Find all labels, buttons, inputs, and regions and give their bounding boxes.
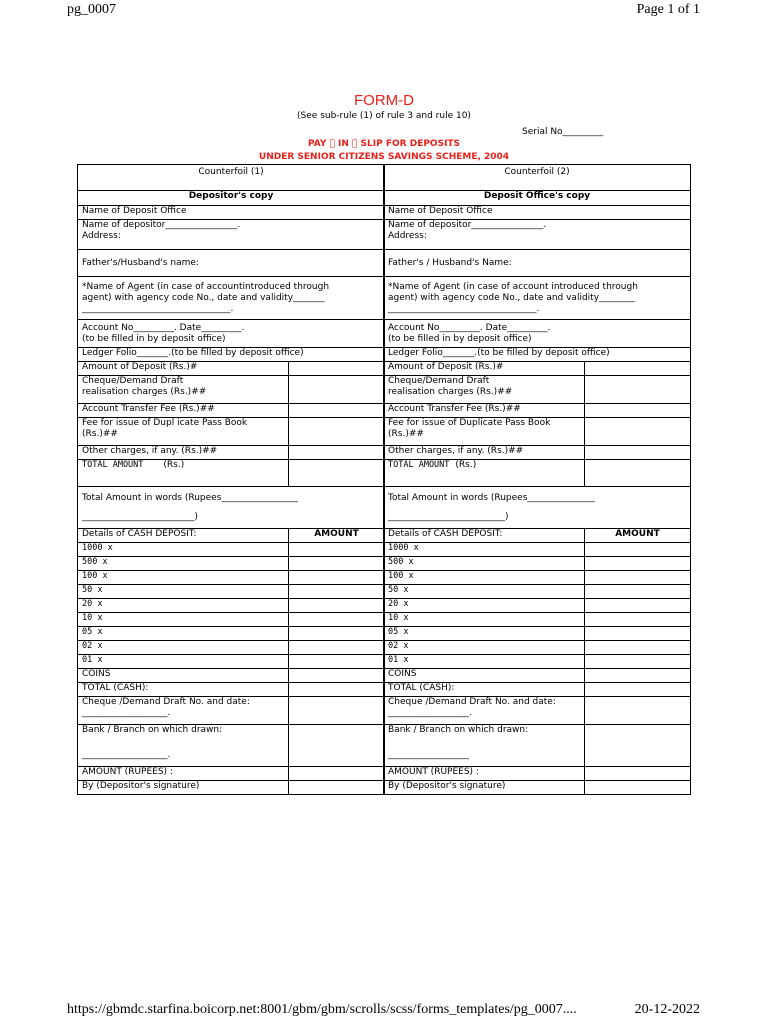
amount-value-cell <box>289 362 385 376</box>
cheque-no-row <box>78 697 289 725</box>
amount-value-cell <box>289 404 385 418</box>
words-line-2: _________________________) <box>82 511 199 522</box>
amount-rupees-row: AMOUNT (RUPEES) : <box>384 767 585 781</box>
account-no: Account No_________. Date_________. <box>388 322 551 333</box>
denomination-row: 50 x <box>384 585 585 599</box>
amount-value-cell <box>585 781 691 795</box>
amount-value-cell <box>585 767 691 781</box>
bank-branch-row <box>384 725 585 767</box>
words-line-2: __________________________) <box>388 511 509 522</box>
amount-in-words <box>384 487 691 529</box>
agent-field <box>78 277 385 320</box>
page-header-right: Page 1 of 1 <box>636 2 700 17</box>
dup-line-2: (Rs.)## <box>388 429 424 439</box>
dup-line-1: Fee for issue of Duplicate Pass Book <box>388 418 551 428</box>
signature-row: By (Depositor's signature) <box>384 781 585 795</box>
bank-line-2: __________________ <box>388 750 469 760</box>
amount-value-cell <box>289 446 385 460</box>
amount-value-cell <box>585 599 691 613</box>
amount-value-cell <box>289 697 385 725</box>
amount-value-cell <box>289 781 385 795</box>
account-transfer-fee: Account Transfer Fee (Rs.)## <box>78 404 289 418</box>
amount-value-cell <box>585 627 691 641</box>
coins-row: COINS <box>384 669 585 683</box>
amount-value-cell <box>289 655 385 669</box>
cheque-no-line-1: Cheque /Demand Draft No. and date: <box>388 697 556 707</box>
depositor-field <box>78 220 385 250</box>
serial-number: Serial No_________ <box>522 127 604 137</box>
denomination-row: 100 x <box>78 571 289 585</box>
amount-value-cell <box>289 557 385 571</box>
account-no: Account No_________. Date_________. <box>82 322 245 333</box>
amount-value-cell <box>585 669 691 683</box>
amount-value-cell <box>585 655 691 669</box>
denomination-row: 05 x <box>384 627 585 641</box>
amount-value-cell <box>585 725 691 767</box>
bank-branch-row <box>78 725 289 767</box>
account-field <box>78 320 385 348</box>
agent-line-1: *Name of Agent (in case of accountintroduced through <box>82 281 330 292</box>
counterfoil-1-table <box>77 190 385 795</box>
amount-value-cell <box>289 683 385 697</box>
amount-value-cell <box>289 543 385 557</box>
denomination-row: 500 x <box>78 557 289 571</box>
total-amount-label: TOTAL AMOUNT <box>82 460 144 470</box>
amount-value-cell <box>585 557 691 571</box>
agent-field <box>384 277 691 320</box>
father-husband-field: Father's/Husband's name: <box>78 250 385 277</box>
amount-of-deposit: Amount of Deposit (Rs.)# <box>78 362 289 376</box>
denomination-row: 20 x <box>78 599 289 613</box>
counterfoil-1-header: Counterfoil (1) <box>77 164 385 190</box>
total-amount <box>384 460 585 487</box>
denomination-row: 100 x <box>384 571 585 585</box>
cheque-charges-line-2: realisation charges (Rs.)## <box>82 387 207 397</box>
cheque-charges-line-1: Cheque/Demand Draft <box>82 376 184 386</box>
signature-row: By (Depositor's signature) <box>78 781 289 795</box>
duplicate-passbook-fee <box>78 418 289 446</box>
amount-value-cell <box>585 697 691 725</box>
scheme-title: UNDER SENIOR CITIZENS SAVINGS SCHEME, 2004 <box>258 152 510 162</box>
dup-line-2: (Rs.)## <box>82 429 118 439</box>
amount-in-words <box>78 487 385 529</box>
amount-value-cell <box>585 418 691 446</box>
amount-value-cell <box>289 613 385 627</box>
footer-url: https://gbmdc.starfina.boicorp.net:8001/gbm/gbm/scrolls/scss/forms_templates/pg_0007.... <box>67 1002 577 1017</box>
deposit-office-field: Name of Deposit Office <box>78 206 385 220</box>
amount-value-cell <box>289 725 385 767</box>
amount-header: AMOUNT <box>289 529 385 543</box>
denomination-row: 01 x <box>384 655 585 669</box>
cheque-charges-line-1: Cheque/Demand Draft <box>388 376 490 386</box>
amount-value-cell <box>585 641 691 655</box>
amount-of-deposit: Amount of Deposit (Rs.)# <box>384 362 585 376</box>
account-note: (to be filled in by deposit office) <box>82 333 226 344</box>
dup-line-1: Fee for issue of Dupl icate Pass Book <box>82 418 248 428</box>
amount-value-cell <box>289 418 385 446</box>
account-note: (to be filled in by deposit office) <box>388 333 532 344</box>
denomination-row: 01 x <box>78 655 289 669</box>
amount-value-cell <box>585 585 691 599</box>
amount-value-cell <box>585 543 691 557</box>
cash-deposit-label: Details of CASH DEPOSIT: <box>384 529 585 543</box>
amount-value-cell <box>585 404 691 418</box>
deposit-office-field: Name of Deposit Office <box>384 206 691 220</box>
account-field <box>384 320 691 348</box>
denomination-row: 10 x <box>384 613 585 627</box>
address-label: Address: <box>388 231 427 241</box>
total-rs-label: (Rs.) <box>163 460 185 470</box>
bank-line-2: ___________________. <box>82 750 171 760</box>
footer-date: 20-12-2022 <box>634 1002 700 1017</box>
copy-label: Depositor's copy <box>78 191 385 206</box>
amount-value-cell <box>585 376 691 404</box>
total-amount-label: TOTAL AMOUNT <box>388 460 450 470</box>
counterfoil-2-header: Counterfoil (2) <box>383 164 691 190</box>
cash-deposit-label: Details of CASH DEPOSIT: <box>78 529 289 543</box>
total-cash-row: TOTAL (CASH): <box>384 683 585 697</box>
cheque-no-row <box>384 697 585 725</box>
cheque-no-line-1: Cheque /Demand Draft No. and date: <box>82 697 250 707</box>
other-charges: Other charges, if any. (Rs.)## <box>78 446 289 460</box>
ledger-folio: Ledger Folio_______.(to be filled by deposit office) <box>78 348 385 362</box>
words-line-1: Total Amount in words (Rupees_______________ <box>388 492 595 503</box>
amount-value-cell <box>585 613 691 627</box>
denomination-row: 50 x <box>78 585 289 599</box>
amount-value-cell <box>289 627 385 641</box>
amount-value-cell <box>289 599 385 613</box>
amount-value-cell <box>585 446 691 460</box>
amount-value-cell <box>585 362 691 376</box>
total-amount <box>78 460 289 487</box>
cheque-charges-line-2: realisation charges (Rs.)## <box>388 387 513 397</box>
address-label: Address: <box>82 231 121 241</box>
total-rs-label: (Rs.) <box>455 460 477 470</box>
amount-value-cell <box>289 585 385 599</box>
amount-value-cell <box>585 683 691 697</box>
amount-value-cell <box>289 669 385 683</box>
cheque-no-line-2: ___________________. <box>82 708 171 718</box>
denomination-row: 02 x <box>384 641 585 655</box>
page-header-left: pg_0007 <box>67 2 116 17</box>
depositor-field <box>384 220 691 250</box>
cheque-charges <box>384 376 585 404</box>
depositor-name: Name of depositor________________. <box>82 220 241 230</box>
denomination-row: 500 x <box>384 557 585 571</box>
amount-value-cell <box>289 460 385 487</box>
agent-line-3: _________________________________. <box>388 303 540 314</box>
form-title: FORM-D <box>354 92 414 109</box>
depositor-name: Name of depositor________________. <box>388 220 547 230</box>
father-husband-field: Father's / Husband's Name: <box>384 250 691 277</box>
agent-line-1: *Name of Agent (in case of account introduced through <box>388 281 638 292</box>
amount-value-cell <box>585 460 691 487</box>
bank-line-1: Bank / Branch on which drawn: <box>388 725 529 735</box>
denomination-row: 02 x <box>78 641 289 655</box>
account-transfer-fee: Account Transfer Fee (Rs.)## <box>384 404 585 418</box>
amount-header: AMOUNT <box>585 529 691 543</box>
counterfoil-2-table <box>383 190 691 795</box>
denomination-row: 1000 x <box>384 543 585 557</box>
total-cash-row: TOTAL (CASH): <box>78 683 289 697</box>
bank-line-1: Bank / Branch on which drawn: <box>82 725 223 735</box>
agent-line-3: _________________________________. <box>82 303 234 314</box>
amount-value-cell <box>289 641 385 655</box>
slip-title: PAY   IN   SLIP FOR DEPOSITS <box>307 139 461 149</box>
denomination-row: 20 x <box>384 599 585 613</box>
copy-label: Deposit Office's copy <box>384 191 691 206</box>
denomination-row: 10 x <box>78 613 289 627</box>
amount-value-cell <box>289 767 385 781</box>
amount-rupees-row: AMOUNT (RUPEES) : <box>78 767 289 781</box>
cheque-charges <box>78 376 289 404</box>
duplicate-passbook-fee <box>384 418 585 446</box>
ledger-folio: Ledger Folio_______.(to be filled by deposit office) <box>384 348 691 362</box>
cheque-no-line-2: __________________. <box>388 708 472 718</box>
form-subrule: (See sub-rule (1) of rule 3 and rule 10) <box>297 111 471 121</box>
denomination-row: 1000 x <box>78 543 289 557</box>
denomination-row: 05 x <box>78 627 289 641</box>
other-charges: Other charges, if any. (Rs.)## <box>384 446 585 460</box>
words-line-1: Total Amount in words (Rupees_________________ <box>82 492 298 503</box>
agent-line-2: agent) with agency code No., date and validity________ <box>388 292 636 303</box>
coins-row: COINS <box>78 669 289 683</box>
amount-value-cell <box>585 571 691 585</box>
amount-value-cell <box>289 571 385 585</box>
amount-value-cell <box>289 376 385 404</box>
agent-line-2: agent) with agency code No., date and validity_______ <box>82 292 325 303</box>
